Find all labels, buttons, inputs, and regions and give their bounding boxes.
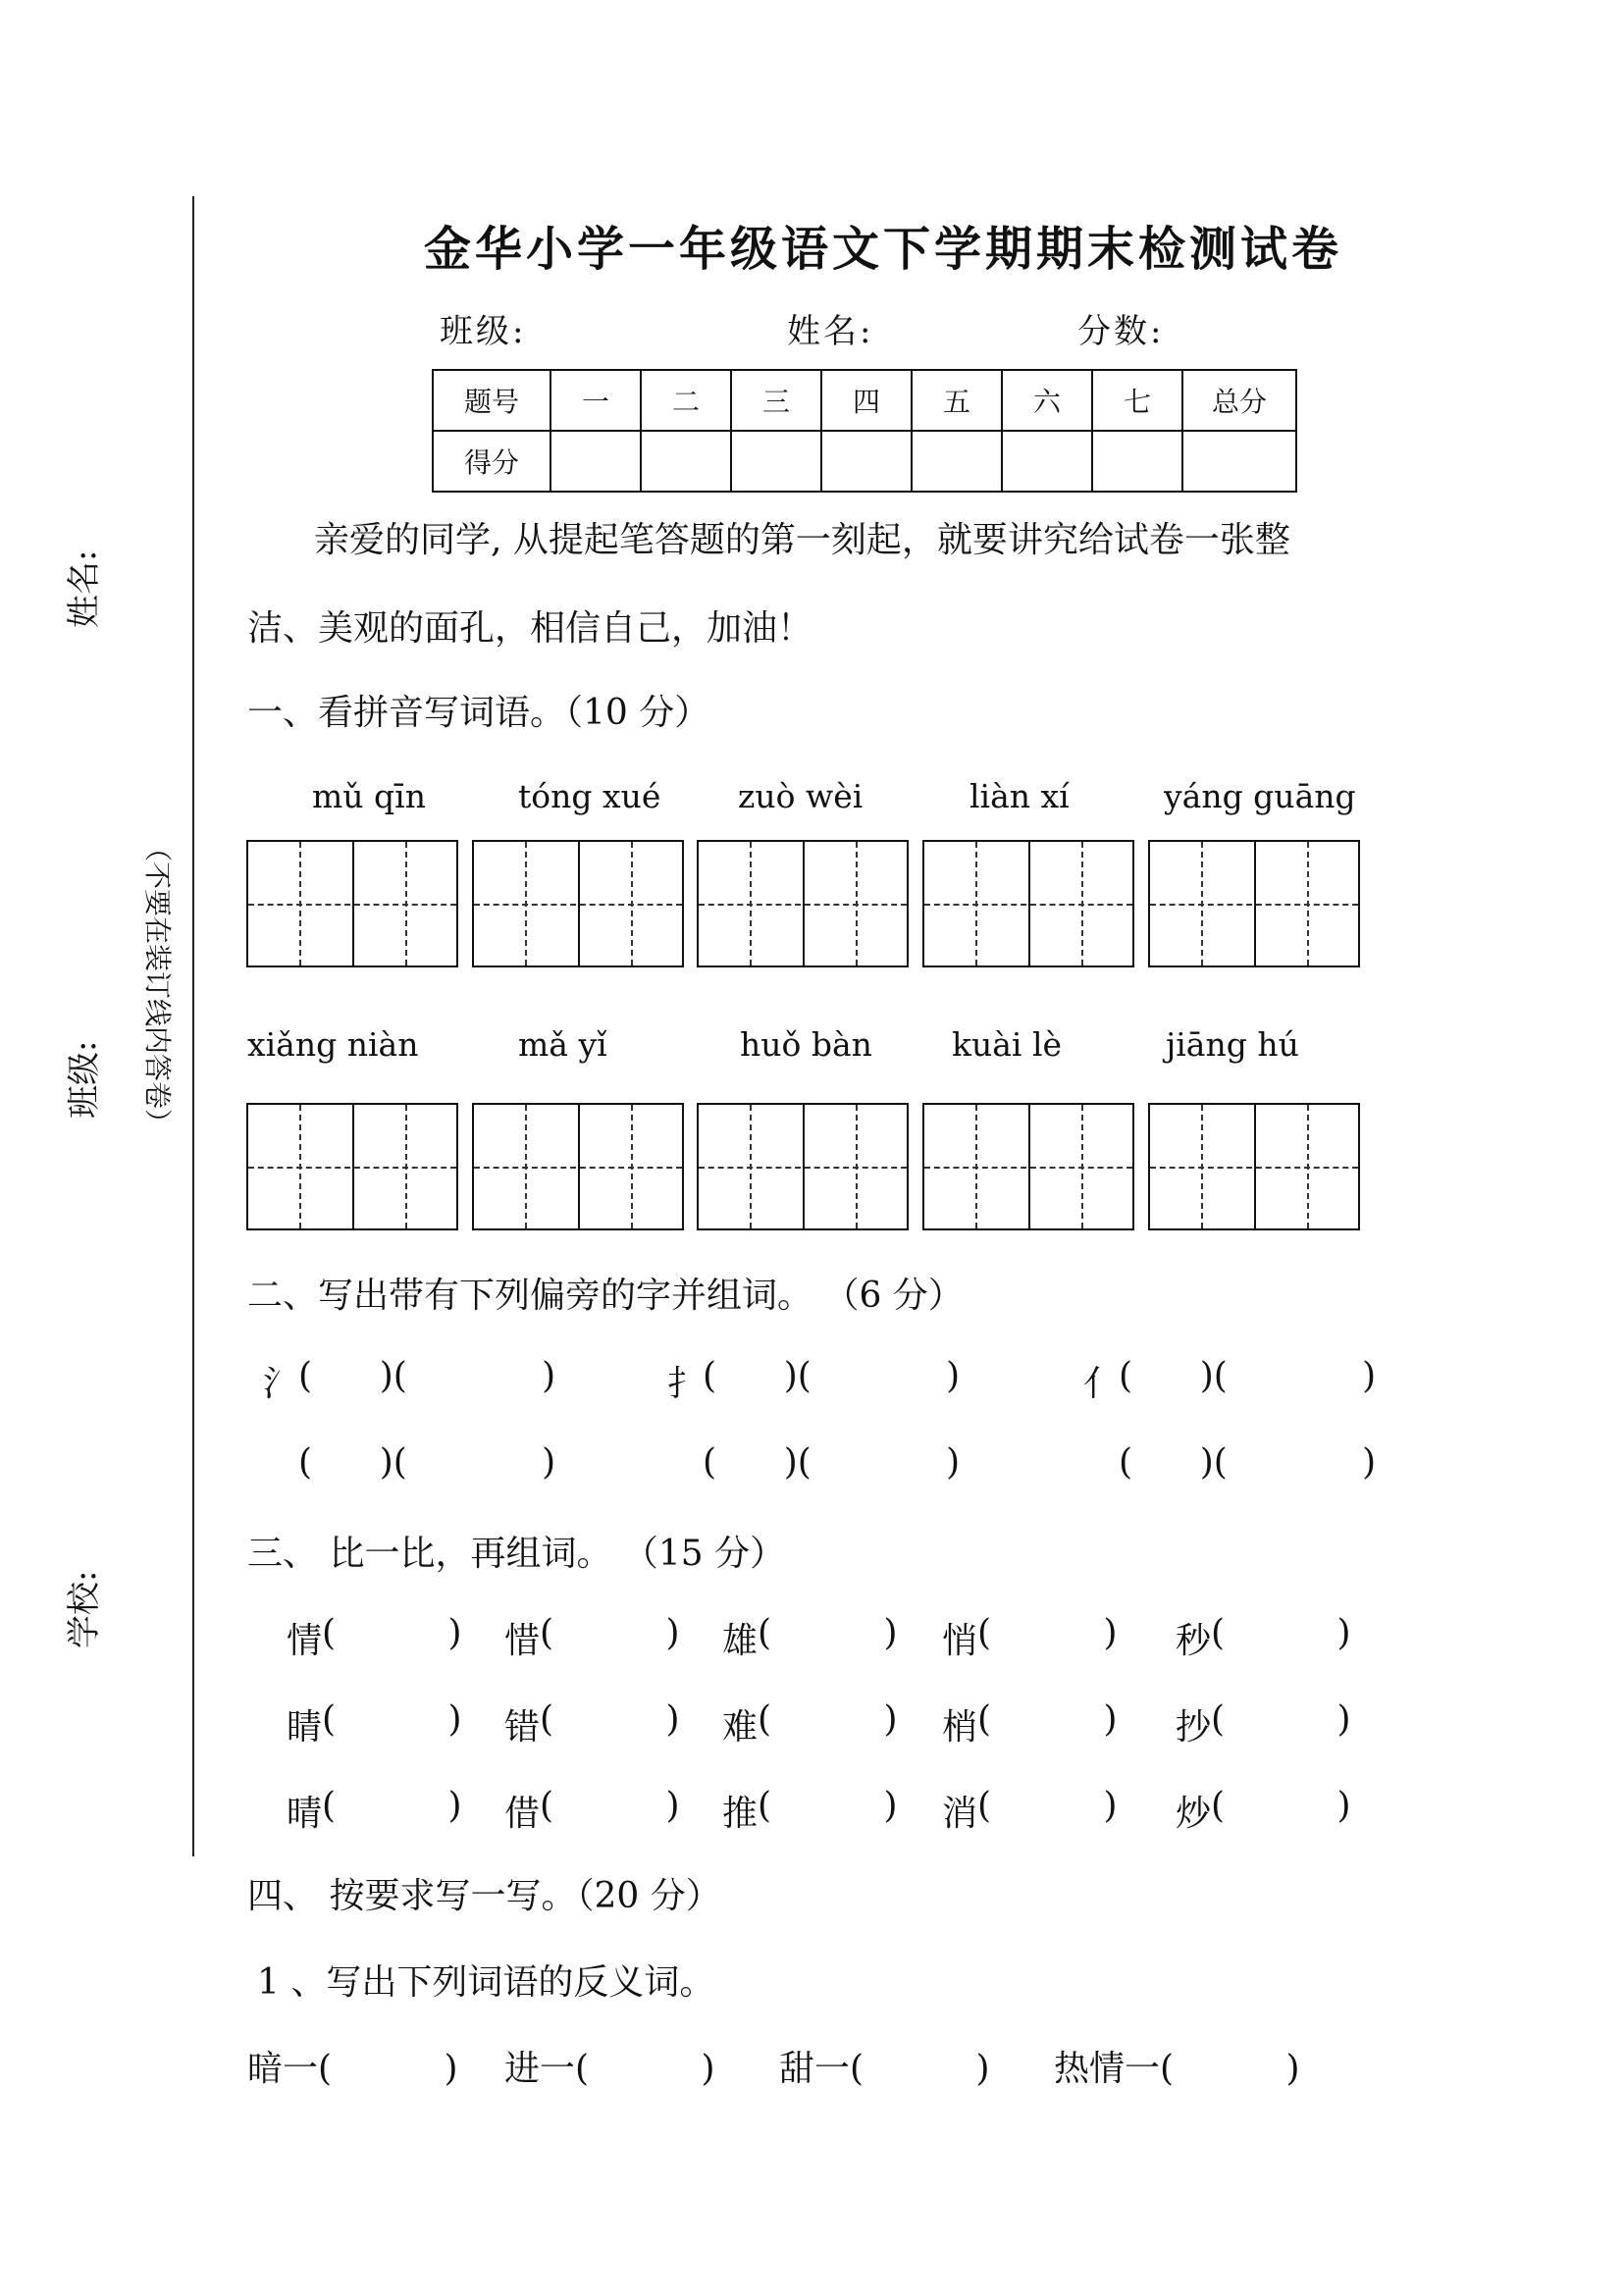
answer-blank[interactable]: ( ): [540, 1786, 680, 1826]
section2-heading: 二、写出带有下列偏旁的字并组词。 （6 分）: [247, 1276, 964, 1316]
score-table-score-row: [433, 431, 1296, 492]
name-field-label: 姓名:: [787, 312, 874, 351]
writing-grid[interactable]: [697, 840, 909, 967]
side-name-label: 姓名:: [65, 549, 104, 628]
compare-char: 梢: [942, 1707, 978, 1748]
compare-char: 晴: [287, 1794, 323, 1834]
answer-blank[interactable]: ( ): [1211, 1613, 1351, 1653]
compare-char: 睛: [287, 1707, 323, 1748]
score-cell: 五: [912, 370, 1002, 431]
pinyin-label: yáng guāng: [1164, 777, 1356, 815]
answer-blank[interactable]: ( )( ): [703, 1442, 961, 1483]
compare-char: 难: [722, 1707, 759, 1748]
answer-blank[interactable]: ( ): [758, 1699, 898, 1740]
pinyin-label: tóng xué: [518, 777, 661, 815]
compare-char: 惜: [504, 1621, 541, 1661]
score-cell: 七: [1092, 370, 1182, 431]
pinyin-label: xiǎng niàn: [247, 1025, 419, 1064]
antonym-item[interactable]: 热情一( ): [1054, 2049, 1300, 2089]
score-input-cell[interactable]: [912, 431, 1002, 492]
page-title: 金华小学一年级语文下学期期末检测试卷: [423, 222, 1342, 277]
writing-grid[interactable]: [246, 840, 458, 967]
answer-blank[interactable]: ( ): [322, 1699, 462, 1740]
compare-char: 消: [942, 1794, 978, 1834]
compare-char: 借: [504, 1794, 541, 1834]
pinyin-label: huǒ bàn: [740, 1025, 872, 1064]
compare-char: 错: [504, 1707, 541, 1748]
score-cell: 四: [821, 370, 912, 431]
answer-blank[interactable]: ( ): [758, 1613, 898, 1653]
score-input-cell[interactable]: [1002, 431, 1092, 492]
score-row-label: 得分: [433, 431, 550, 492]
answer-blank[interactable]: ( ): [1211, 1786, 1351, 1826]
section4-sub1: 1 、写出下列词语的反义词。: [257, 1962, 715, 2003]
radical: 扌: [667, 1364, 704, 1404]
answer-blank[interactable]: ( )( ): [703, 1356, 961, 1396]
pinyin-label: zuò wèi: [738, 777, 864, 815]
score-input-cell[interactable]: [821, 431, 912, 492]
binding-note: （不要在装订线内答卷）: [141, 834, 174, 1137]
compare-char: 雄: [722, 1621, 759, 1661]
answer-blank[interactable]: ( )( ): [1119, 1442, 1377, 1483]
section1-heading: 一、看拼音写词语。（10 分）: [247, 693, 710, 733]
compare-char: 推: [722, 1794, 759, 1834]
pinyin-label: kuài lè: [952, 1025, 1063, 1064]
answer-blank[interactable]: ( ): [758, 1786, 898, 1826]
writing-grid[interactable]: [246, 1103, 458, 1230]
writing-grid[interactable]: [922, 1103, 1134, 1230]
answer-blank[interactable]: ( ): [322, 1786, 462, 1826]
class-field-label: 班级:: [440, 312, 527, 351]
score-input-cell[interactable]: [731, 431, 821, 492]
answer-blank[interactable]: ( ): [540, 1613, 680, 1653]
score-table: [432, 369, 1297, 493]
antonym-item[interactable]: 进一( ): [504, 2049, 715, 2089]
answer-blank[interactable]: ( )( ): [298, 1442, 556, 1483]
score-cell: 二: [641, 370, 731, 431]
score-input-cell[interactable]: [641, 431, 731, 492]
score-cell: 题号: [433, 370, 550, 431]
writing-grid[interactable]: [1148, 1103, 1360, 1230]
answer-blank[interactable]: ( )( ): [1119, 1356, 1377, 1396]
antonym-item[interactable]: 甜一( ): [779, 2049, 990, 2089]
score-table-header-row: [433, 370, 1296, 431]
writing-grid[interactable]: [697, 1103, 909, 1230]
radical: 亻: [1083, 1364, 1120, 1404]
writing-grid[interactable]: [922, 840, 1134, 967]
answer-blank[interactable]: ( )( ): [298, 1356, 556, 1396]
score-cell: 六: [1002, 370, 1092, 431]
score-cell: 三: [731, 370, 821, 431]
score-cell: 一: [550, 370, 641, 431]
answer-blank[interactable]: ( ): [977, 1613, 1118, 1653]
side-class-label: 班级:: [65, 1040, 104, 1119]
score-field-label: 分数:: [1077, 312, 1165, 351]
compare-char: 秒: [1176, 1621, 1212, 1661]
antonym-item[interactable]: 暗一( ): [247, 2049, 458, 2089]
score-input-cell[interactable]: [1092, 431, 1182, 492]
intro-line-2: 洁、美观的面孔，相信自己，加油！: [247, 608, 813, 649]
radical: 氵: [263, 1364, 299, 1404]
binding-line: [192, 196, 194, 1856]
pinyin-label: mǔ qīn: [312, 777, 426, 815]
score-input-cell[interactable]: [1182, 431, 1296, 492]
pinyin-label: liàn xí: [969, 777, 1070, 815]
side-school-label: 学校:: [65, 1570, 104, 1648]
intro-line-1: 亲爱的同学, 从提起笔答题的第一刻起，就要讲究给试卷一张整: [314, 520, 1290, 560]
section3-heading: 三、 比一比，再组词。 （15 分）: [247, 1534, 786, 1574]
pinyin-label: jiāng hú: [1166, 1025, 1299, 1064]
score-cell: 总分: [1182, 370, 1296, 431]
answer-blank[interactable]: ( ): [1211, 1699, 1351, 1740]
pinyin-label: mǎ yǐ: [518, 1025, 607, 1064]
compare-char: 悄: [942, 1621, 978, 1661]
score-input-cell[interactable]: [550, 431, 641, 492]
writing-grid[interactable]: [472, 1103, 684, 1230]
answer-blank[interactable]: ( ): [977, 1786, 1118, 1826]
writing-grid[interactable]: [472, 840, 684, 967]
compare-char: 炒: [1176, 1794, 1212, 1834]
answer-blank[interactable]: ( ): [540, 1699, 680, 1740]
answer-blank[interactable]: ( ): [977, 1699, 1118, 1740]
answer-blank[interactable]: ( ): [322, 1613, 462, 1653]
section4-heading: 四、 按要求写一写。（20 分）: [247, 1876, 721, 1916]
writing-grid[interactable]: [1148, 840, 1360, 967]
compare-char: 抄: [1176, 1707, 1212, 1748]
compare-char: 情: [287, 1621, 323, 1661]
